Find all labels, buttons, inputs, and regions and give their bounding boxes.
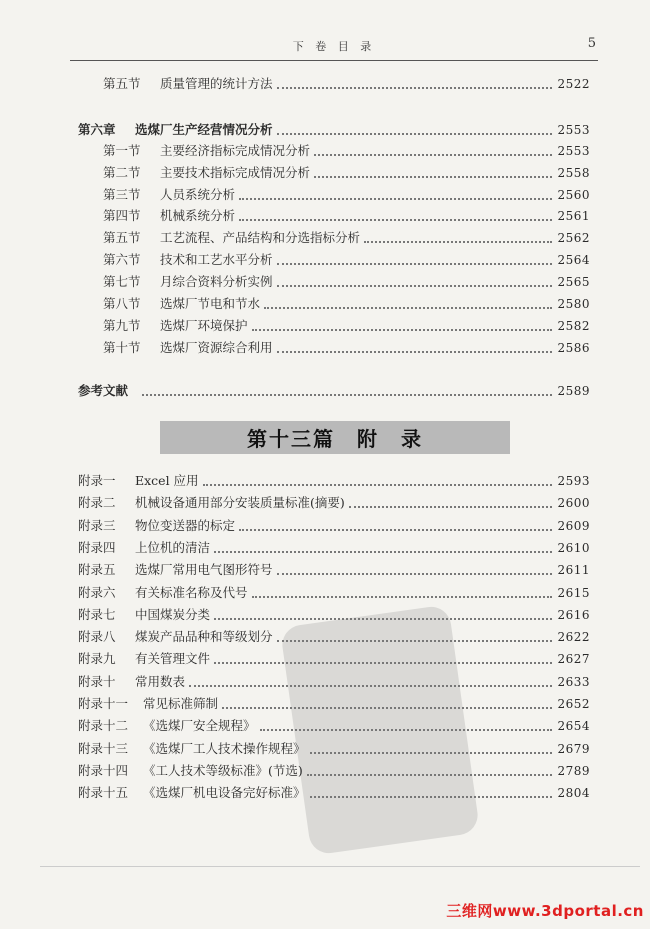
- part-name: 附 录: [357, 427, 423, 451]
- appendix-entry-label: 附录三: [78, 518, 116, 533]
- appendix-entry-label: 附录十三: [78, 741, 129, 756]
- appendix-entry-page: 2593: [557, 474, 590, 488]
- appendix-entry[interactable]: [78, 538, 590, 558]
- toc-entry-title: 工艺流程、产品结构和分选指标分析: [160, 230, 361, 245]
- appendix-entry-title: 机械设备通用部分安装质量标准(摘要): [135, 495, 345, 510]
- dot-leader: [203, 483, 552, 486]
- toc-entry-title: 人员系统分析: [160, 187, 236, 202]
- appendix-entry-page: 2633: [557, 675, 590, 689]
- appendix-entry-label: 附录十五: [78, 785, 129, 800]
- dot-leader: [239, 218, 552, 221]
- toc-entry-label: 第十节: [103, 340, 141, 355]
- toc-entry-title: 质量管理的统计方法: [160, 76, 273, 91]
- toc-entry-label: 第八节: [103, 296, 141, 311]
- toc-entry-label: 参考文献: [78, 383, 129, 398]
- dot-leader: [222, 706, 552, 709]
- toc-entry[interactable]: [103, 163, 590, 183]
- appendix-entry-title: 物位变送器的标定: [135, 518, 236, 533]
- appendix-entry-label: 附录五: [78, 562, 116, 577]
- toc-entry-page: 2553: [557, 144, 590, 158]
- dot-leader: [189, 684, 552, 687]
- toc-entry-page: 2582: [557, 319, 590, 333]
- toc-entry[interactable]: [103, 338, 590, 358]
- appendix-entry-title: 《选煤厂工人技术操作规程》: [143, 741, 306, 756]
- appendix-entry-title: 有关管理文件: [135, 651, 211, 666]
- dot-leader: [214, 661, 552, 664]
- dot-leader: [310, 751, 552, 754]
- toc-entry-title: 月综合资料分析实例: [160, 274, 273, 289]
- appendix-entry[interactable]: [78, 649, 590, 669]
- appendix-entry-page: 2789: [557, 764, 590, 778]
- appendix-entry-page: 2654: [557, 719, 590, 733]
- toc-entry[interactable]: [103, 250, 590, 270]
- appendix-entry-page: 2627: [557, 652, 590, 666]
- appendix-entry-title: 有关标准名称及代号: [135, 585, 248, 600]
- toc-entry-title: 选煤厂节电和节水: [160, 296, 261, 311]
- toc-entry-page: 2565: [557, 275, 590, 289]
- appendix-entry-label: 附录十四: [78, 763, 129, 778]
- appendix-entry[interactable]: [78, 583, 590, 603]
- toc-entry[interactable]: [103, 294, 590, 314]
- appendix-entry[interactable]: [78, 761, 590, 781]
- dot-leader: [310, 795, 552, 798]
- toc-entry[interactable]: [103, 272, 590, 292]
- toc-entry-page: 2553: [557, 123, 590, 137]
- appendix-entry-label: 附录十二: [78, 718, 129, 733]
- appendix-entry[interactable]: [78, 694, 590, 714]
- dot-leader: [252, 328, 552, 331]
- appendix-entry-title: 中国煤炭分类: [135, 607, 211, 622]
- dot-leader: [277, 132, 552, 135]
- appendix-entry-page: 2611: [557, 563, 590, 577]
- appendix-entry[interactable]: [78, 493, 590, 513]
- footer-rule: [40, 866, 640, 867]
- toc-entry-page: 2561: [557, 209, 590, 223]
- appendix-entry[interactable]: [78, 783, 590, 803]
- dot-leader: [277, 639, 552, 642]
- dot-leader: [349, 505, 552, 508]
- toc-entry-title: 选煤厂资源综合利用: [160, 340, 273, 355]
- dot-leader: [314, 153, 552, 156]
- running-header: [70, 38, 598, 61]
- dot-leader: [277, 262, 552, 265]
- toc-entry-page: 2562: [557, 231, 590, 245]
- toc-entry[interactable]: [103, 316, 590, 336]
- toc-entry[interactable]: [78, 120, 590, 140]
- dot-leader: [252, 595, 552, 598]
- appendix-entry[interactable]: [78, 672, 590, 692]
- dot-leader: [277, 572, 552, 575]
- appendix-entry-page: 2609: [557, 519, 590, 533]
- appendix-entry-page: 2622: [557, 630, 590, 644]
- toc-entry[interactable]: [78, 381, 590, 401]
- dot-leader: [314, 175, 552, 178]
- toc-entry-title: 技术和工艺水平分析: [160, 252, 273, 267]
- dot-leader: [260, 728, 552, 731]
- toc-entry-title: 选煤厂生产经营情况分析: [135, 122, 273, 137]
- dot-leader: [277, 86, 552, 89]
- appendix-entry-page: 2610: [557, 541, 590, 555]
- appendix-entry-title: Excel 应用: [135, 473, 199, 488]
- toc-entry-label: 第四节: [103, 208, 141, 223]
- toc-entry[interactable]: [103, 228, 590, 248]
- appendix-entry-title: 上位机的清洁: [135, 540, 211, 555]
- appendix-entry-title: 煤炭产品品种和等级划分: [135, 629, 273, 644]
- appendix-entry-page: 2615: [557, 586, 590, 600]
- toc-entry-page: 2586: [557, 341, 590, 355]
- appendix-entry[interactable]: [78, 516, 590, 536]
- appendix-entry-label: 附录八: [78, 629, 116, 644]
- appendix-entry-label: 附录十一: [78, 696, 129, 711]
- appendix-entry-label: 附录四: [78, 540, 116, 555]
- appendix-entry-title: 选煤厂常用电气图形符号: [135, 562, 273, 577]
- toc-entry-label: 第七节: [103, 274, 141, 289]
- toc-entry-label: 第六节: [103, 252, 141, 267]
- dot-leader: [239, 197, 552, 200]
- dot-leader: [239, 528, 552, 531]
- toc-entry-label: 第五节: [103, 230, 141, 245]
- toc-entry[interactable]: [103, 185, 590, 205]
- appendix-entry-title: 《工人技术等级标准》(节选): [143, 763, 303, 778]
- appendix-entry-page: 2679: [557, 742, 590, 756]
- dot-leader: [264, 306, 552, 309]
- appendix-entry-page: 2652: [557, 697, 590, 711]
- part-banner: [160, 421, 510, 454]
- toc-entry[interactable]: [103, 206, 590, 226]
- dot-leader: [364, 240, 552, 243]
- toc-entry-title: 机械系统分析: [160, 208, 236, 223]
- toc-entry-page: 2558: [557, 166, 590, 180]
- appendix-entry-label: 附录六: [78, 585, 116, 600]
- appendix-entry[interactable]: [78, 716, 590, 736]
- dot-leader: [214, 550, 552, 553]
- appendix-entry-label: 附录九: [78, 651, 116, 666]
- toc-entry-page: 2560: [557, 188, 590, 202]
- part-number: 第十三篇: [247, 427, 335, 451]
- toc-entry-label: 第六章: [78, 122, 116, 137]
- appendix-entry[interactable]: [78, 605, 590, 625]
- toc-entry-label: 第五节: [103, 76, 141, 91]
- appendix-entry-page: 2804: [557, 786, 590, 800]
- toc-entry-title: 主要经济指标完成情况分析: [160, 143, 311, 158]
- dot-leader: [214, 617, 552, 620]
- toc-entry-label: 第一节: [103, 143, 141, 158]
- appendix-entry[interactable]: [78, 560, 590, 580]
- toc-entry-label: 第三节: [103, 187, 141, 202]
- dot-leader: [307, 773, 552, 776]
- toc-entry-page: 2580: [557, 297, 590, 311]
- appendix-entry[interactable]: [78, 627, 590, 647]
- appendix-entry-title: 《选煤厂安全规程》: [143, 718, 256, 733]
- appendix-entry-label: 附录七: [78, 607, 116, 622]
- appendix-entry-title: 常见标准筛制: [143, 696, 219, 711]
- appendix-entry-title: 《选煤厂机电设备完好标准》: [143, 785, 306, 800]
- toc-entry-label: 第二节: [103, 165, 141, 180]
- dot-leader: [142, 393, 552, 396]
- toc-entry-page: 2589: [557, 384, 590, 398]
- site-watermark: 三维网www.3dportal.cn: [446, 902, 644, 920]
- appendix-entry-label: 附录一: [78, 473, 116, 488]
- toc-entry-page: 2522: [557, 77, 590, 91]
- appendix-entry-page: 2616: [557, 608, 590, 622]
- toc-entry-page: 2564: [557, 253, 590, 267]
- appendix-entry-title: 常用数表: [135, 674, 186, 689]
- toc-entry[interactable]: [103, 74, 590, 94]
- appendix-entry-label: 附录十: [78, 674, 116, 689]
- appendix-entry-label: 附录二: [78, 495, 116, 510]
- appendix-entry[interactable]: [78, 471, 590, 491]
- toc-entry[interactable]: [103, 141, 590, 161]
- toc-entry-title: 选煤厂环境保护: [160, 318, 248, 333]
- toc-entry-label: 第九节: [103, 318, 141, 333]
- appendix-entry-page: 2600: [557, 496, 590, 510]
- header-title: 下 卷 目 录: [292, 40, 376, 53]
- page-number: 5: [587, 36, 596, 51]
- dot-leader: [277, 350, 552, 353]
- toc-entry-title: 主要技术指标完成情况分析: [160, 165, 311, 180]
- appendix-entry[interactable]: [78, 739, 590, 759]
- dot-leader: [277, 284, 552, 287]
